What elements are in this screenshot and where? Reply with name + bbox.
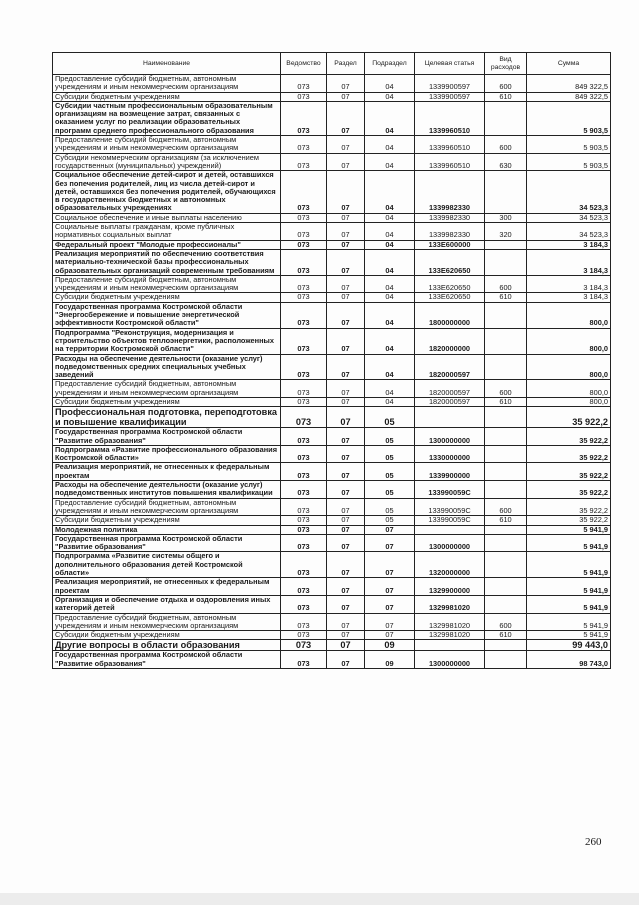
row-razdel: 07: [327, 302, 365, 328]
row-vedomstvo: 073: [281, 407, 327, 428]
table-row: [53, 445, 611, 463]
row-sum: 35 922,2: [527, 445, 611, 463]
table-row: [53, 640, 611, 651]
row-target: 1800000000: [415, 302, 485, 328]
row-sum: 99 443,0: [527, 640, 611, 651]
row-vedomstvo: 073: [281, 578, 327, 596]
row-name: Социальное обеспечение детей-сирот и детей, оставшихся без попечения родителей, лиц из числа детей-сирот и детей, оставшихся без попечения родителей, обучающихся в государственных бюджетных и автономных образовательных учреждениях: [53, 171, 281, 213]
row-sum: 5 941,9: [527, 595, 611, 613]
row-vedomstvo: 073: [281, 75, 327, 93]
table-row: [53, 328, 611, 354]
row-podrazdel: 07: [365, 613, 415, 631]
row-razdel: 07: [327, 213, 365, 222]
row-sum: 5 903,5: [527, 136, 611, 154]
row-sum: 3 184,3: [527, 293, 611, 302]
row-sum: 849 322,5: [527, 92, 611, 101]
row-sum: 35 922,2: [527, 481, 611, 499]
table-row: [53, 380, 611, 398]
row-razdel: 07: [327, 136, 365, 154]
row-razdel: 07: [327, 613, 365, 631]
row-vedomstvo: 073: [281, 153, 327, 171]
row-target: 1329981020: [415, 631, 485, 640]
header-vid: Вид расходов: [485, 53, 527, 75]
row-razdel: 07: [327, 445, 365, 463]
table-row: [53, 428, 611, 446]
table-row: [53, 407, 611, 428]
budget-table: [52, 52, 611, 669]
row-target: 1320000000: [415, 552, 485, 578]
row-target: 1300000000: [415, 428, 485, 446]
row-podrazdel: 09: [365, 651, 415, 669]
row-sum: 5 903,5: [527, 153, 611, 171]
row-podrazdel: 07: [365, 578, 415, 596]
row-vedomstvo: 073: [281, 516, 327, 525]
row-target: 1329981020: [415, 613, 485, 631]
row-vid: 300: [485, 213, 527, 222]
row-name: Субсидии бюджетным учреждениям: [53, 293, 281, 302]
row-podrazdel: 04: [365, 240, 415, 249]
row-podrazdel: 09: [365, 640, 415, 651]
row-razdel: 07: [327, 328, 365, 354]
row-sum: 800,0: [527, 302, 611, 328]
row-vedomstvo: 073: [281, 631, 327, 640]
row-vid: [485, 578, 527, 596]
row-vid: [485, 171, 527, 213]
row-name: Социальные выплаты гражданам, кроме публичных нормативных социальных выплат: [53, 223, 281, 241]
row-name: Субсидии бюджетным учреждениям: [53, 516, 281, 525]
row-podrazdel: 07: [365, 631, 415, 640]
table-body: [53, 75, 611, 669]
row-razdel: 07: [327, 293, 365, 302]
row-vid: [485, 428, 527, 446]
table-row: [53, 595, 611, 613]
row-sum: 3 184,3: [527, 249, 611, 275]
row-target: 133E600000: [415, 240, 485, 249]
row-razdel: 07: [327, 75, 365, 93]
row-razdel: 07: [327, 171, 365, 213]
row-vid: 610: [485, 631, 527, 640]
row-vid: [485, 552, 527, 578]
row-vid: 610: [485, 293, 527, 302]
row-name: Расходы на обеспечение деятельности (оказание услуг) подведомственных средних специальных учебных заведений: [53, 354, 281, 380]
table-row: [53, 171, 611, 213]
row-target: [415, 407, 485, 428]
row-vid: 600: [485, 380, 527, 398]
row-target: 1339960510: [415, 101, 485, 135]
row-podrazdel: 05: [365, 407, 415, 428]
row-sum: 800,0: [527, 380, 611, 398]
row-razdel: 07: [327, 275, 365, 293]
row-name: Другие вопросы в области образования: [53, 640, 281, 651]
row-vid: 600: [485, 75, 527, 93]
row-vedomstvo: 073: [281, 328, 327, 354]
row-vedomstvo: 073: [281, 136, 327, 154]
row-sum: 800,0: [527, 397, 611, 406]
row-sum: 5 941,9: [527, 613, 611, 631]
row-razdel: 07: [327, 153, 365, 171]
page-number: 260: [585, 836, 602, 848]
row-vedomstvo: 073: [281, 525, 327, 534]
row-razdel: 07: [327, 101, 365, 135]
row-vid: [485, 651, 527, 669]
row-vedomstvo: 073: [281, 397, 327, 406]
row-name: Субсидии бюджетным учреждениям: [53, 397, 281, 406]
row-podrazdel: 04: [365, 397, 415, 406]
table-row: [53, 275, 611, 293]
row-razdel: 07: [327, 631, 365, 640]
table-row: [53, 651, 611, 669]
row-podrazdel: 05: [365, 498, 415, 516]
row-podrazdel: 04: [365, 92, 415, 101]
row-podrazdel: 04: [365, 171, 415, 213]
row-vid: 610: [485, 92, 527, 101]
row-target: 133990059C: [415, 516, 485, 525]
row-vedomstvo: 073: [281, 481, 327, 499]
row-name: Субсидии некоммерческим организациям (за исключением государственных (муниципальных) учреждений): [53, 153, 281, 171]
table-row: [53, 397, 611, 406]
row-sum: 3 184,3: [527, 275, 611, 293]
row-target: 133E620650: [415, 293, 485, 302]
row-vedomstvo: 073: [281, 595, 327, 613]
row-podrazdel: 04: [365, 101, 415, 135]
row-target: 133990059C: [415, 498, 485, 516]
row-vedomstvo: 073: [281, 249, 327, 275]
row-target: 1339900597: [415, 92, 485, 101]
row-podrazdel: 04: [365, 302, 415, 328]
row-podrazdel: 04: [365, 380, 415, 398]
row-razdel: 07: [327, 463, 365, 481]
row-vedomstvo: 073: [281, 613, 327, 631]
row-target: 1339900597: [415, 75, 485, 93]
row-vid: [485, 407, 527, 428]
row-sum: 5 941,9: [527, 534, 611, 552]
row-razdel: 07: [327, 240, 365, 249]
row-vedomstvo: 073: [281, 651, 327, 669]
row-podrazdel: 04: [365, 136, 415, 154]
row-target: 133E620650: [415, 275, 485, 293]
row-sum: 34 523,3: [527, 213, 611, 222]
row-razdel: 07: [327, 498, 365, 516]
row-vid: [485, 249, 527, 275]
row-vid: [485, 463, 527, 481]
row-razdel: 07: [327, 92, 365, 101]
header-sum: Сумма: [527, 53, 611, 75]
row-vedomstvo: 073: [281, 293, 327, 302]
row-target: [415, 525, 485, 534]
row-vedomstvo: 073: [281, 552, 327, 578]
table-row: [53, 153, 611, 171]
header-vedomstvo: Ведомство: [281, 53, 327, 75]
row-podrazdel: 05: [365, 516, 415, 525]
row-vid: [485, 240, 527, 249]
row-podrazdel: 04: [365, 275, 415, 293]
row-sum: 5 903,5: [527, 101, 611, 135]
row-razdel: 07: [327, 578, 365, 596]
row-vid: 610: [485, 397, 527, 406]
row-podrazdel: 04: [365, 153, 415, 171]
row-razdel: 07: [327, 223, 365, 241]
header-razdel: Раздел: [327, 53, 365, 75]
row-target: 1339900000: [415, 463, 485, 481]
table-row: [53, 498, 611, 516]
row-vid: [485, 481, 527, 499]
table-row: [53, 525, 611, 534]
row-vedomstvo: 073: [281, 275, 327, 293]
table-header-row: [53, 53, 611, 75]
row-vid: [485, 445, 527, 463]
row-name: Предоставление субсидий бюджетным, автономным учреждениям и иным некоммерческим организациям: [53, 380, 281, 398]
row-name: Социальное обеспечение и иные выплаты населению: [53, 213, 281, 222]
table-row: [53, 631, 611, 640]
row-name: Предоставление субсидий бюджетным, автономным учреждениям и иным некоммерческим организациям: [53, 498, 281, 516]
row-vid: [485, 101, 527, 135]
row-target: 1339960510: [415, 153, 485, 171]
row-vid: 600: [485, 498, 527, 516]
row-name: Подпрограмма «Развитие профессионального образования Костромской области»: [53, 445, 281, 463]
row-vedomstvo: 073: [281, 213, 327, 222]
row-razdel: 07: [327, 651, 365, 669]
row-podrazdel: 07: [365, 534, 415, 552]
table-row: [53, 92, 611, 101]
row-target: [415, 640, 485, 651]
row-name: Молодежная политика: [53, 525, 281, 534]
row-sum: 800,0: [527, 354, 611, 380]
row-sum: 5 941,9: [527, 631, 611, 640]
row-vedomstvo: 073: [281, 428, 327, 446]
row-vid: [485, 302, 527, 328]
row-name: Государственная программа Костромской области "Развитие образования": [53, 534, 281, 552]
row-name: Государственная программа Костромской области "Развитие образования": [53, 428, 281, 446]
row-sum: 3 184,3: [527, 240, 611, 249]
row-vedomstvo: 073: [281, 240, 327, 249]
row-name: Предоставление субсидий бюджетным, автономным учреждениям и иным некоммерческим организациям: [53, 136, 281, 154]
row-podrazdel: 05: [365, 481, 415, 499]
row-vedomstvo: 073: [281, 534, 327, 552]
row-razdel: 07: [327, 640, 365, 651]
row-razdel: 07: [327, 354, 365, 380]
row-target: 133E620650: [415, 249, 485, 275]
row-vedomstvo: 073: [281, 640, 327, 651]
row-name: Федеральный проект "Молодые профессионалы": [53, 240, 281, 249]
row-podrazdel: 04: [365, 328, 415, 354]
row-name: Государственная программа Костромской области "Развитие образования": [53, 651, 281, 669]
row-vedomstvo: 073: [281, 380, 327, 398]
row-vedomstvo: 073: [281, 171, 327, 213]
row-target: 1300000000: [415, 534, 485, 552]
row-podrazdel: 04: [365, 293, 415, 302]
row-sum: 35 922,2: [527, 428, 611, 446]
row-name: Расходы на обеспечение деятельности (оказание услуг) подведомственных институтов повышения квалификации: [53, 481, 281, 499]
row-name: Субсидии частным профессиональным образовательным организациям на возмещение затрат, связанных с оказанием услуг по реализации образовательных программ среднего профессионального образования: [53, 101, 281, 135]
row-vedomstvo: 073: [281, 445, 327, 463]
row-razdel: 07: [327, 380, 365, 398]
row-vid: [485, 525, 527, 534]
row-target: 1330000000: [415, 445, 485, 463]
row-target: 1820000597: [415, 397, 485, 406]
table-row: [53, 101, 611, 135]
row-sum: 34 523,3: [527, 223, 611, 241]
row-name: Организация и обеспечение отдыха и оздоровления иных категорий детей: [53, 595, 281, 613]
row-vid: 600: [485, 275, 527, 293]
table-row: [53, 75, 611, 93]
row-sum: 5 941,9: [527, 525, 611, 534]
header-name: Наименование: [53, 53, 281, 75]
row-name: Реализация мероприятий, не отнесенных к федеральным проектам: [53, 578, 281, 596]
row-target: 133990059C: [415, 481, 485, 499]
row-sum: 98 743,0: [527, 651, 611, 669]
header-podrazdel: Подраздел: [365, 53, 415, 75]
row-podrazdel: 04: [365, 354, 415, 380]
row-target: 1300000000: [415, 651, 485, 669]
row-sum: 35 922,2: [527, 498, 611, 516]
row-vedomstvo: 073: [281, 302, 327, 328]
row-razdel: 07: [327, 397, 365, 406]
table-row: [53, 481, 611, 499]
table-row: [53, 613, 611, 631]
table-row: [53, 463, 611, 481]
row-name: Предоставление субсидий бюджетным, автономным учреждениям и иным некоммерческим организациям: [53, 613, 281, 631]
row-razdel: 07: [327, 428, 365, 446]
row-sum: 35 922,2: [527, 463, 611, 481]
row-podrazdel: 05: [365, 445, 415, 463]
row-name: Предоставление субсидий бюджетным, автономным учреждениям и иным некоммерческим организациям: [53, 275, 281, 293]
header-target: Целевая статья: [415, 53, 485, 75]
row-podrazdel: 07: [365, 552, 415, 578]
table-row: [53, 302, 611, 328]
row-razdel: 07: [327, 525, 365, 534]
row-vid: [485, 534, 527, 552]
row-vid: [485, 354, 527, 380]
table-row: [53, 223, 611, 241]
row-target: 1339982330: [415, 223, 485, 241]
row-podrazdel: 07: [365, 595, 415, 613]
row-sum: 5 941,9: [527, 578, 611, 596]
table-row: [53, 552, 611, 578]
row-vedomstvo: 073: [281, 354, 327, 380]
table-row: [53, 249, 611, 275]
row-podrazdel: 05: [365, 463, 415, 481]
row-vedomstvo: 073: [281, 223, 327, 241]
row-sum: 5 941,9: [527, 552, 611, 578]
row-name: Реализация мероприятий по обеспечению соответствия материально-технической базы профессиональных образовательных организаций современным требованиям: [53, 249, 281, 275]
table-row: [53, 354, 611, 380]
row-target: 1820000597: [415, 380, 485, 398]
row-vedomstvo: 073: [281, 101, 327, 135]
row-target: 1339960510: [415, 136, 485, 154]
row-vid: 610: [485, 516, 527, 525]
row-name: Предоставление субсидий бюджетным, автономным учреждениям и иным некоммерческим организациям: [53, 75, 281, 93]
row-vedomstvo: 073: [281, 498, 327, 516]
row-razdel: 07: [327, 407, 365, 428]
table-row: [53, 293, 611, 302]
row-razdel: 07: [327, 552, 365, 578]
row-vid: [485, 640, 527, 651]
row-target: 1329900000: [415, 578, 485, 596]
row-podrazdel: 05: [365, 428, 415, 446]
row-podrazdel: 04: [365, 249, 415, 275]
row-sum: 800,0: [527, 328, 611, 354]
row-vedomstvo: 073: [281, 463, 327, 481]
row-target: 1329981020: [415, 595, 485, 613]
row-target: 1339982330: [415, 171, 485, 213]
row-sum: 849 322,5: [527, 75, 611, 93]
scan-edge: [0, 893, 639, 905]
table-row: [53, 136, 611, 154]
row-razdel: 07: [327, 516, 365, 525]
row-target: 1820000597: [415, 354, 485, 380]
row-razdel: 07: [327, 481, 365, 499]
row-vid: [485, 328, 527, 354]
row-vid: [485, 595, 527, 613]
row-name: Подпрограмма "Реконструкция, модернизация и строительство объектов теплоэнергетики, расположенных на территории Костромской области": [53, 328, 281, 354]
row-sum: 35 922,2: [527, 407, 611, 428]
row-podrazdel: 04: [365, 213, 415, 222]
row-podrazdel: 04: [365, 223, 415, 241]
row-vid: 600: [485, 136, 527, 154]
row-vid: 600: [485, 613, 527, 631]
row-vid: 630: [485, 153, 527, 171]
table-row: [53, 516, 611, 525]
row-name: Субсидии бюджетным учреждениям: [53, 92, 281, 101]
row-podrazdel: 07: [365, 525, 415, 534]
row-target: 1339982330: [415, 213, 485, 222]
row-razdel: 07: [327, 534, 365, 552]
row-name: Профессиональная подготовка, переподготовка и повышение квалификации: [53, 407, 281, 428]
row-target: 1820000000: [415, 328, 485, 354]
row-sum: 34 523,3: [527, 171, 611, 213]
row-name: Подпрограмма «Развитие системы общего и дополнительного образования детей Костромской области»: [53, 552, 281, 578]
table-row: [53, 578, 611, 596]
row-podrazdel: 04: [365, 75, 415, 93]
row-name: Государственная программа Костромской области "Энергосбережение и повышение энергетической эффективности Костромской области": [53, 302, 281, 328]
row-razdel: 07: [327, 249, 365, 275]
row-vedomstvo: 073: [281, 92, 327, 101]
row-sum: 35 922,2: [527, 516, 611, 525]
table-row: [53, 534, 611, 552]
row-razdel: 07: [327, 595, 365, 613]
row-name: Субсидии бюджетным учреждениям: [53, 631, 281, 640]
row-name: Реализация мероприятий, не отнесенных к федеральным проектам: [53, 463, 281, 481]
row-vid: 320: [485, 223, 527, 241]
